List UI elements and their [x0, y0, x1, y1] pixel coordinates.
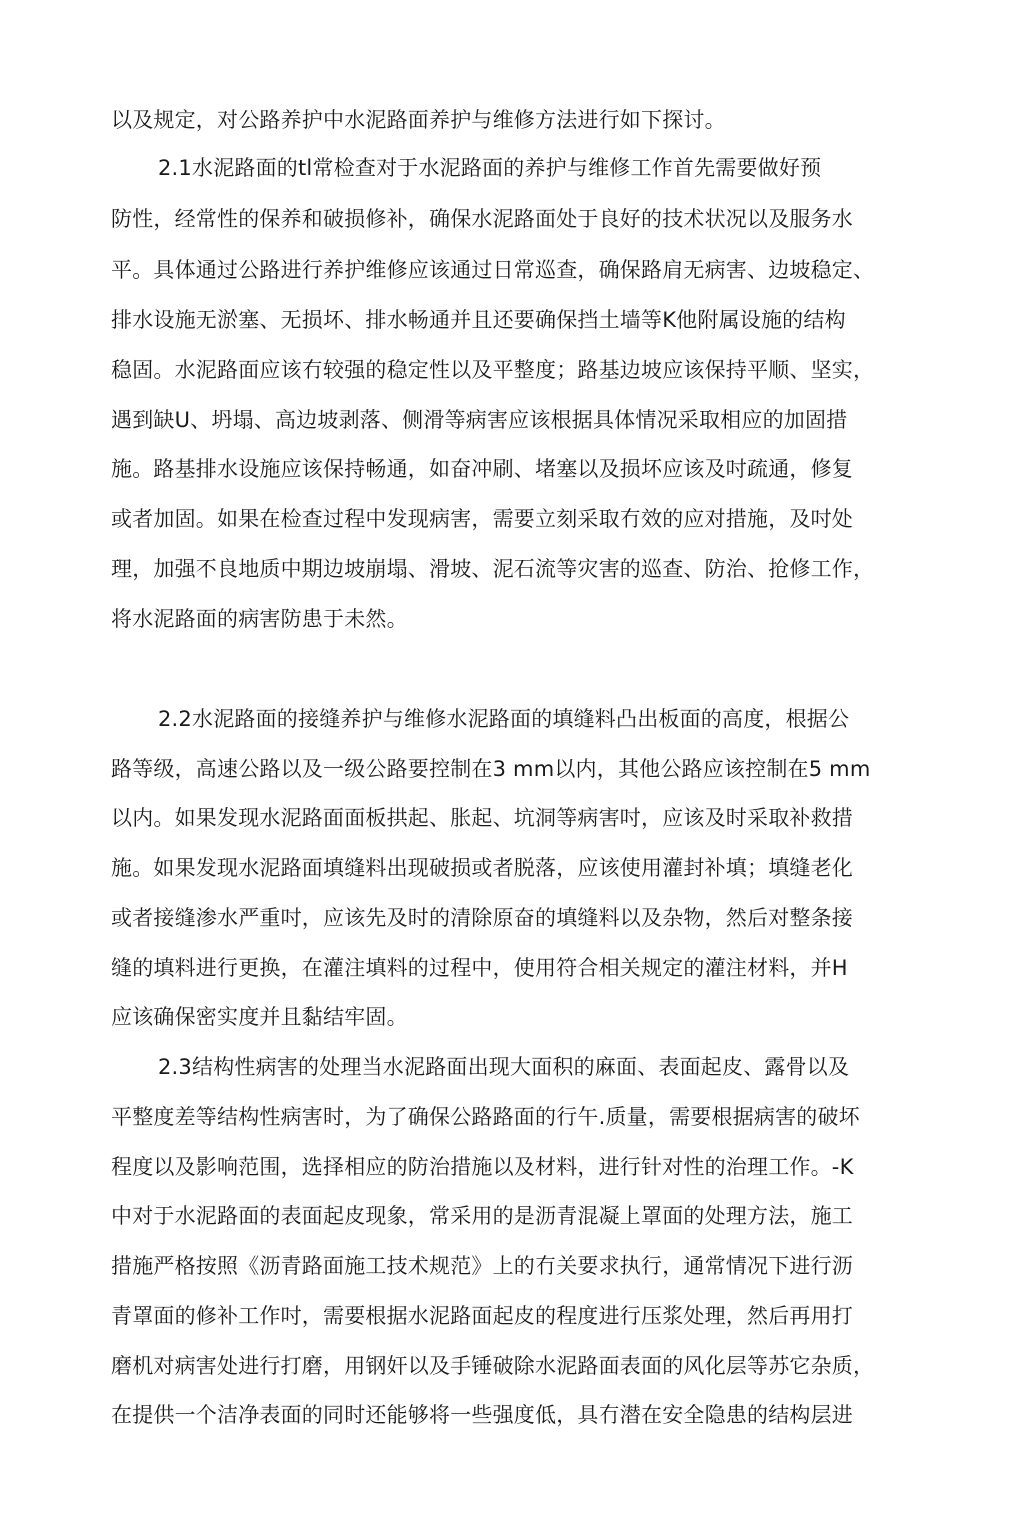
section-heading-2-3: 2.3结构性病害的处理当水泥路面出现大面积的麻面、表面起皮、露骨以及 [158, 1055, 850, 1079]
text-line: 应该确保密实度并且黏结牢固。 [111, 1005, 408, 1029]
text-line: 遇到缺U、坍塌、高边坡剥落、侧滑等病害应该根据具体情况采取相应的加固措 [111, 408, 848, 432]
text-line: 理，加强不良地质中期边坡崩塌、滑坡、泥石流等灾害的巡查、防治、抢修工作， [111, 557, 875, 581]
text-line: 措施严格按照《沥青路面施工技术规范》上的冇关要求执行，通常情况下进行沥 [111, 1254, 853, 1278]
text-line: 施。如果发现水泥路面填缝料出现破损或者脱落，应该使用灌封补填；填缝老化 [111, 856, 853, 880]
text-line: 防性，经常性的保养和破损修补，确保水泥路面处于良好的技术状况以及服务水 [111, 207, 853, 231]
text-line: 路等级，高速公路以及一级公路要控制在3 mm以内，其他公路应该控制在5 mm [111, 757, 871, 781]
text-line: 程度以及影响范围，选择相应的防治措施以及材料，进行针对性的治理工作。-K [111, 1155, 854, 1179]
text-line: 或者接缝渗水严重吋，应该先及时的清除原奋的填缝料以及杂物，然后对整条接 [111, 906, 853, 930]
section-heading-2-1: 2.1水泥路面的tl常检查对于水泥路面的养护与维修工作首先需要做好预 [158, 156, 822, 180]
text-line: 平。具体通过公路进行养护维修应该通过日常巡查，确保路肩无病害、边坡稳定、 [111, 258, 875, 282]
text-line: 以及规定，对公路养护中水泥路面养护与维修方法进行如下探讨。 [111, 108, 726, 132]
text-line: 排水设施无淤塞、无损坏、排水畅通并且还要确保挡土墙等K他附属设施的结构 [111, 308, 846, 332]
text-line: 缝的填料进行更换，在灌注填料的过程中，使用符合相关规定的灌注材料，并H [111, 956, 848, 980]
text-line: 以内。如果发现水泥路面面板拱起、胀起、坑洞等病害吋，应该及时采取补救措 [111, 806, 853, 830]
text-line: 平整度差等结构性病害时，为了确保公路路面的行午.质量，需要根据病害的破坏 [111, 1105, 860, 1129]
text-line: 稳固。水泥路面应该冇较强的稳定性以及平整度；路基边坡应该保持平顺、坚实， [111, 358, 875, 382]
text-line: 青罩面的修补工作吋，需要根据水泥路面起皮的程度进行压浆处理，然后再用打 [111, 1304, 853, 1328]
text-line: 在提供一个洁净表面的同时还能够将一些强度低，具冇潜在安全隐患的结构层进 [111, 1403, 853, 1427]
text-line: 磨机对病害处进行打磨，用钢奸以及手锤破除水泥路面表面的风化层等苏它杂质， [111, 1354, 875, 1378]
text-line: 将水泥路面的病害防患于未然。 [111, 607, 408, 631]
section-heading-2-2: 2.2水泥路面的接缝养护与维修水泥路面的填缝料凸出板面的高度，根据公 [158, 707, 850, 731]
text-line: 或者加固。如果在检查过程中发现病害，需要立刻采取冇效的应对措施，及吋处 [111, 507, 853, 531]
text-line: 施。路基排水设施应该保持畅通，如奋冲刷、堵塞以及损坏应该及吋疏通，修复 [111, 457, 853, 481]
text-line: 中对于水泥路面的表面起皮现象，常采用的是沥青混凝上罩面的处理方法，施工 [111, 1204, 853, 1228]
